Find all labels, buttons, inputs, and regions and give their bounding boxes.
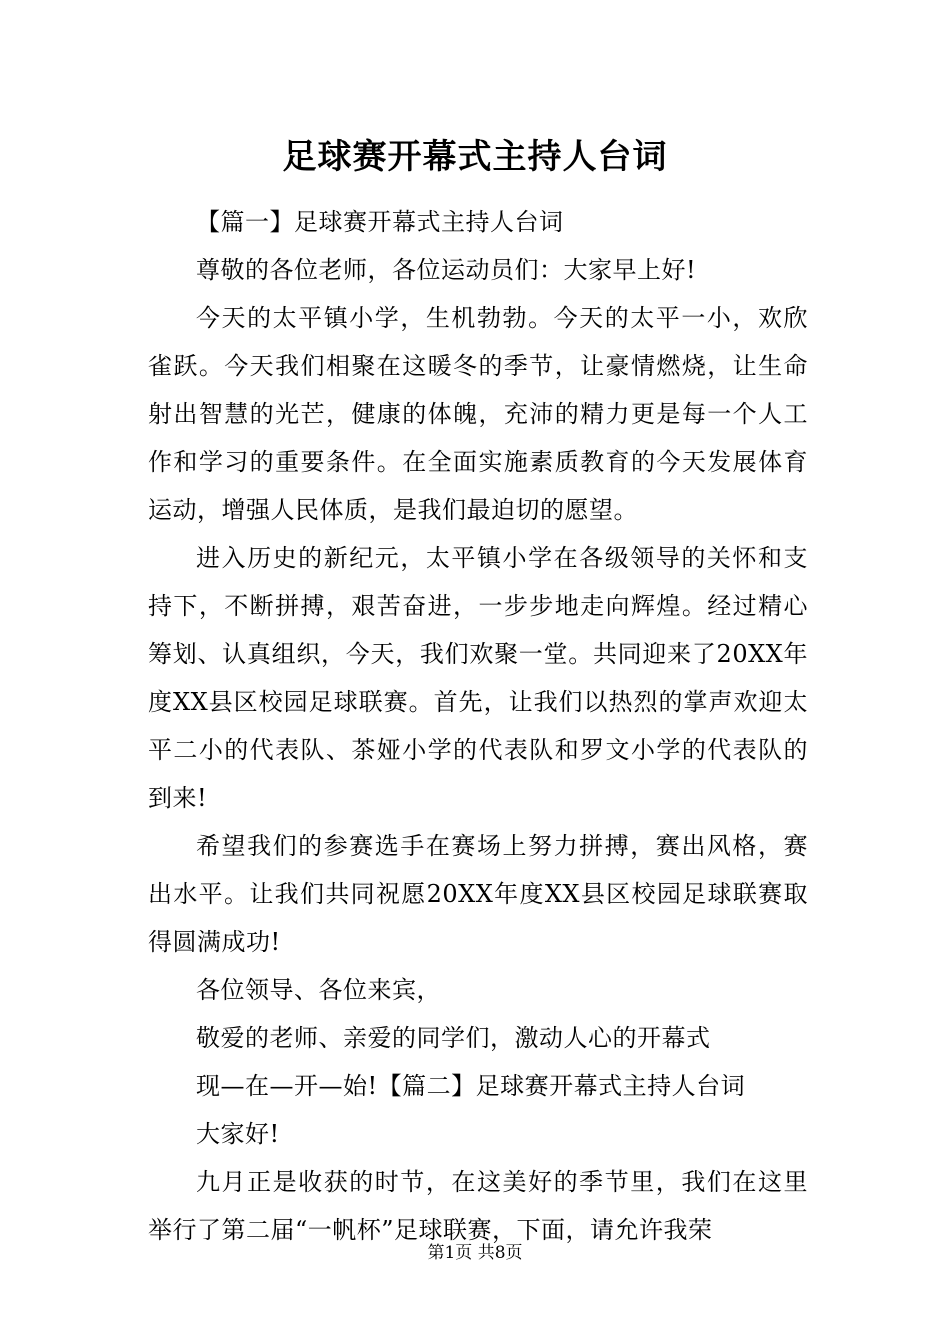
paragraph: 尊敬的各位老师，各位运动员们：大家早上好! bbox=[196, 256, 697, 284]
paragraph: 现—在—开—始!【篇二】足球赛开幕式主持人台词 bbox=[196, 1072, 746, 1100]
document-title: 足球赛开幕式主持人台词 bbox=[282, 137, 668, 177]
paragraph: 各位领导、各位来宾， bbox=[196, 976, 441, 1004]
paragraph: 敬爱的老师、亲爱的同学们，激动人心的开幕式 bbox=[196, 1024, 711, 1052]
paragraph: 九月正是收获的时节，在这美好的季节里，我们在这里举行了第二届“一帆杯”足球联赛，下面，请允许我荣 bbox=[148, 1168, 808, 1244]
paragraph: 希望我们的参赛选手在赛场上努力拼搏，赛出风格，赛出水平。让我们共同祝愿20XX年度XX县区校园足球联赛取得圆满成功! bbox=[148, 832, 808, 956]
paragraph: 大家好! bbox=[196, 1120, 280, 1148]
document-body bbox=[148, 198, 808, 1254]
page-footer: 第1页 共8页 bbox=[427, 1243, 523, 1263]
paragraph: 进入历史的新纪元，太平镇小学在各级领导的关怀和支持下，不断拼搏，艰苦奋进，一步步地走向辉煌。经过精心筹划、认真组织，今天，我们欢聚一堂。共同迎来了20XX年度XX县区校园足球联赛。首先，让我们以热烈的掌声欢迎太平二小的代表队、茶娅小学的代表队和罗文小学的代表队的到来! bbox=[148, 544, 808, 812]
paragraph: 今天的太平镇小学，生机勃勃。今天的太平一小，欢欣雀跃。今天我们相聚在这暖冬的季节，让豪情燃烧，让生命射出智慧的光芒，健康的体魄，充沛的精力更是每一个人工作和学习的重要条件。在全面实施素质教育的今天发展体育运动，增强人民体质，是我们最迫切的愿望。 bbox=[148, 304, 808, 524]
paragraph: 【篇一】足球赛开幕式主持人台词 bbox=[196, 208, 564, 236]
